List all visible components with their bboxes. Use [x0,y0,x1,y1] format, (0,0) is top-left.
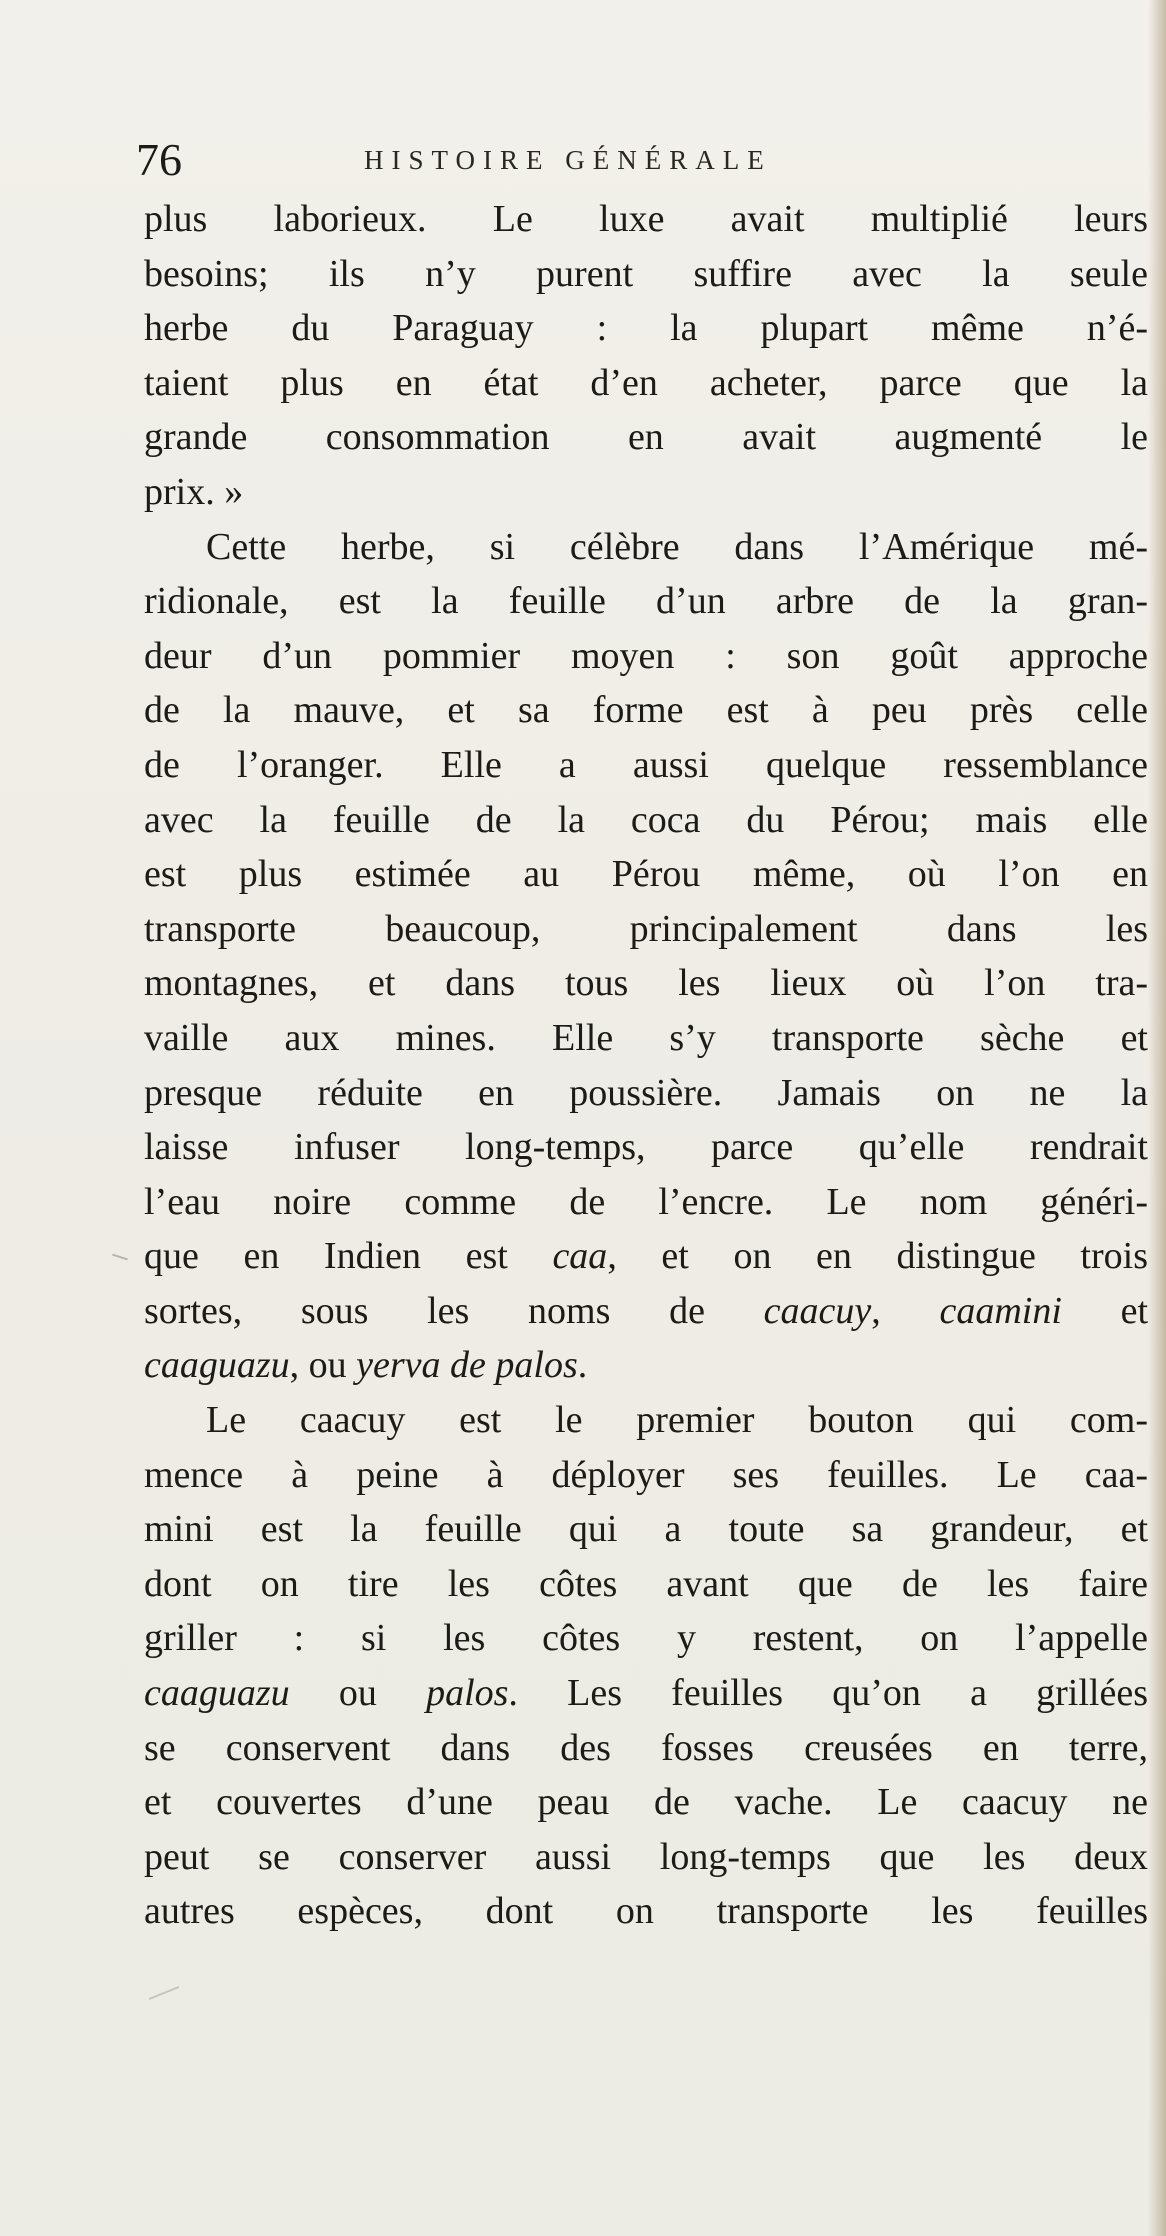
text-line: grande consommation en avait augmenté le [144,416,1148,459]
text-line: taient plus en état d’en acheter, parce que la [144,361,1148,404]
text-line: vaille aux mines. Elle s’y transporte sèche et [144,1016,1148,1059]
text-run: que en Indien est [144,1235,553,1278]
text-line: Cette herbe, si célèbre dans l’Amérique mé- [206,525,1148,568]
text-run: . [577,1344,588,1387]
margin-pencil-mark [149,1986,179,2000]
italic-term: caaguazu [144,1344,290,1387]
text-line: deur d’un pommier moyen : son goût approche [144,634,1148,677]
text-line: peut se conserver aussi long-temps que les deux [144,1835,1148,1878]
text-line: prix. » [144,470,244,513]
text-line [144,1229,1148,1284]
text-line: ridionale, est la feuille d’un arbre de la gran- [144,580,1148,623]
italic-term: caa [552,1235,608,1278]
running-head: HISTOIRE GÉNÉRALE [364,145,772,175]
margin-pencil-mark [112,1254,128,1261]
italic-term: caamini [939,1289,1062,1332]
body-text [144,192,1148,1939]
text-run: et [1061,1289,1148,1332]
text-run: , [871,1289,940,1332]
text-line: dont on tire les côtes avant que de les faire [144,1562,1148,1605]
text-line: et couvertes d’une peau de vache. Le caacuy ne [144,1781,1148,1824]
text-run: , et on en distingue trois [607,1235,1148,1278]
text-line: laisse infuser long-temps, parce qu’elle rendrait [144,1126,1148,1169]
page-header [136,130,1136,190]
text-line: l’eau noire comme de l’encre. Le nom généri- [144,1180,1148,1223]
text-line [144,1666,1148,1721]
italic-term: palos [426,1672,509,1715]
text-line: besoins; ils n’y purent suffire avec la seule [144,252,1148,295]
text-run: . Les feuilles qu’on a grillées [508,1672,1148,1715]
text-line: transporte beaucoup, principalement dans les [144,907,1148,950]
text-line [144,1284,1148,1339]
text-line: plus laborieux. Le luxe avait multiplié leurs [144,198,1148,240]
italic-term: caacuy [763,1289,872,1332]
text-line: montagnes, et dans tous les lieux où l’on tra- [144,962,1148,1005]
text-line: mini est la feuille qui a toute sa grandeur, et [144,1508,1148,1551]
page-number: 76 [136,134,182,185]
text-line: griller : si les côtes y restent, on l’appelle [144,1617,1148,1660]
text-line: de la mauve, et sa forme est à peu près celle [144,689,1148,732]
text-line [144,1338,1148,1393]
text-line: herbe du Paraguay : la plupart même n’é- [144,307,1148,350]
text-line: Le caacuy est le premier bouton qui com- [206,1399,1148,1442]
text-run: sortes, sous les noms de [144,1289,764,1332]
text-run: ou [289,1672,427,1715]
text-line: autres espèces, dont on transporte les feuilles [144,1890,1148,1933]
text-line: se conservent dans des fosses creusées en terre, [144,1726,1148,1769]
text-line: presque réduite en poussière. Jamais on ne la [144,1071,1148,1114]
italic-term: yerva de palos [356,1344,578,1387]
italic-term: caaguazu [144,1672,290,1715]
text-line: mence à peine à déployer ses feuilles. Le caa- [144,1453,1148,1496]
text-line: de l’oranger. Elle a aussi quelque ressemblance [144,743,1148,786]
page-edge-shadow [1148,0,1166,2236]
text-line: est plus estimée au Pérou même, où l’on en [144,853,1148,896]
text-run: , ou [289,1344,357,1387]
text-line: avec la feuille de la coca du Pérou; mais elle [144,798,1148,841]
